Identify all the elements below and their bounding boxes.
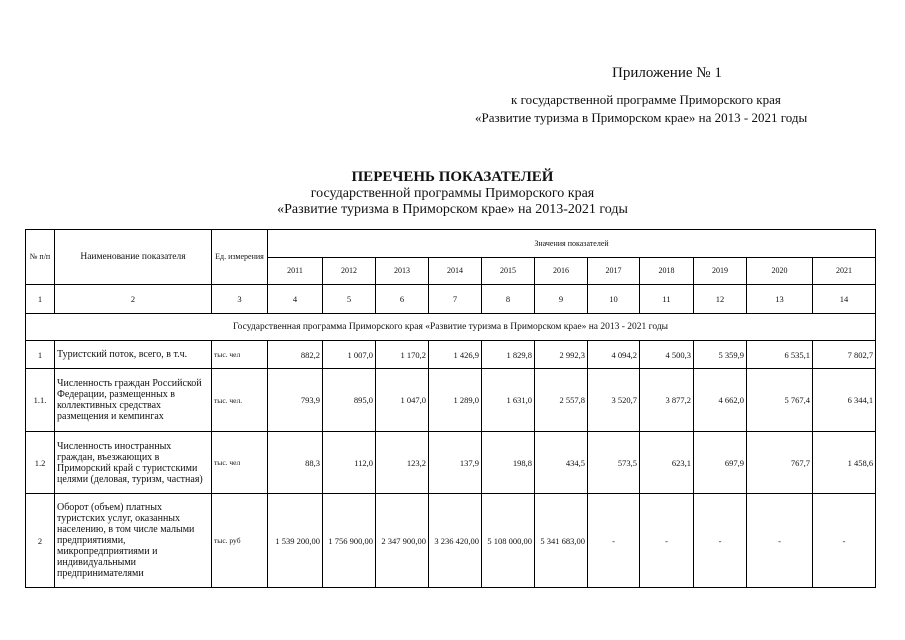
year-header: 2011 <box>268 258 323 285</box>
column-index-row <box>26 285 876 314</box>
year-header: 2013 <box>376 258 429 285</box>
row-indicator-name: Туристский поток, всего, в т.ч. <box>55 341 212 369</box>
row-indicator-name: Численность граждан Российской Федерации, размещенных в коллективных средствах размещения и кемпингах <box>55 369 212 432</box>
year-header: 2019 <box>694 258 747 285</box>
row-value: 793,9 <box>268 369 323 432</box>
row-value: 7 802,7 <box>813 341 876 369</box>
table-row <box>26 494 876 588</box>
row-value: 5 341 683,00 <box>535 494 588 588</box>
row-number: 1.1. <box>26 369 55 432</box>
row-value: 882,2 <box>268 341 323 369</box>
heading-title: ПЕРЕЧЕНЬ ПОКАЗАТЕЛЕЙ <box>351 169 554 185</box>
row-value: 198,8 <box>482 432 535 494</box>
column-index: 4 <box>268 285 323 314</box>
row-value: 3 520,7 <box>588 369 640 432</box>
row-unit: тыс. чел <box>212 341 268 369</box>
row-value: 1 170,2 <box>376 341 429 369</box>
row-value: 767,7 <box>747 432 813 494</box>
header-indicator-name: Наименование показателя <box>55 230 212 285</box>
column-index: 1 <box>26 285 55 314</box>
row-value: 2 992,3 <box>535 341 588 369</box>
row-value: - <box>640 494 694 588</box>
year-header: 2014 <box>429 258 482 285</box>
column-index: 10 <box>588 285 640 314</box>
year-header: 2020 <box>747 258 813 285</box>
row-indicator-name: Численность иностранных граждан, въезжающих в Приморский край с туристскими целями (деловая, туризм, частная) <box>55 432 212 494</box>
row-value: 137,9 <box>429 432 482 494</box>
row-number: 1.2 <box>26 432 55 494</box>
row-value: 6 535,1 <box>747 341 813 369</box>
row-value: 4 500,3 <box>640 341 694 369</box>
row-number: 1 <box>26 341 55 369</box>
row-value: 123,2 <box>376 432 429 494</box>
column-index: 5 <box>323 285 376 314</box>
indicators-table <box>25 229 876 588</box>
table-row <box>26 369 876 432</box>
row-value: 2 557,8 <box>535 369 588 432</box>
row-unit: тыс. чел <box>212 432 268 494</box>
column-index: 7 <box>429 285 482 314</box>
header-number: № п/п <box>26 230 55 285</box>
header-values: Значения показателей <box>268 230 876 258</box>
row-value: 6 344,1 <box>813 369 876 432</box>
document-heading <box>0 169 905 218</box>
header-unit: Ед. измерения <box>212 230 268 285</box>
year-header: 2015 <box>482 258 535 285</box>
row-indicator-name: Оборот (объем) платных туристских услуг, оказанных населению, в том числе малыми предприятиями, микропредприятиями и индивидуальными предпринимателями <box>55 494 212 588</box>
column-index: 2 <box>55 285 212 314</box>
row-value: - <box>694 494 747 588</box>
row-number: 2 <box>26 494 55 588</box>
year-header: 2016 <box>535 258 588 285</box>
row-value: 1 829,8 <box>482 341 535 369</box>
appendix-title: Приложение № 1 <box>612 65 722 81</box>
year-header: 2017 <box>588 258 640 285</box>
row-value: 1 631,0 <box>482 369 535 432</box>
row-value: 1 289,0 <box>429 369 482 432</box>
row-value: 1 007,0 <box>323 341 376 369</box>
row-value: 1 539 200,00 <box>268 494 323 588</box>
row-unit: тыс. руб <box>212 494 268 588</box>
year-header: 2018 <box>640 258 694 285</box>
row-value: 1 426,9 <box>429 341 482 369</box>
table-row <box>26 341 876 369</box>
row-value: 697,9 <box>694 432 747 494</box>
column-index: 12 <box>694 285 747 314</box>
column-index: 13 <box>747 285 813 314</box>
column-index: 14 <box>813 285 876 314</box>
row-value: 5 767,4 <box>747 369 813 432</box>
row-value: 3 236 420,00 <box>429 494 482 588</box>
section-row: Государственная программа Приморского края «Развитие туризма в Приморском крае» на 2013 - 2021 годы <box>26 314 876 341</box>
column-index: 8 <box>482 285 535 314</box>
row-value: - <box>747 494 813 588</box>
appendix-line-2: «Развитие туризма в Приморском крае» на 2013 - 2021 годы <box>475 110 808 125</box>
year-header: 2021 <box>813 258 876 285</box>
column-index: 9 <box>535 285 588 314</box>
row-value: 5 108 000,00 <box>482 494 535 588</box>
row-value: 623,1 <box>640 432 694 494</box>
year-header: 2012 <box>323 258 376 285</box>
row-value: 434,5 <box>535 432 588 494</box>
appendix-line-1: к государственной программе Приморского края <box>511 92 781 107</box>
row-value: - <box>813 494 876 588</box>
row-value: 1 458,6 <box>813 432 876 494</box>
row-value: 112,0 <box>323 432 376 494</box>
heading-line-2: «Развитие туризма в Приморском крае» на 2013-2021 годы <box>277 202 628 217</box>
row-value: 2 347 900,00 <box>376 494 429 588</box>
row-value: 3 877,2 <box>640 369 694 432</box>
row-unit: тыс. чел. <box>212 369 268 432</box>
column-index: 11 <box>640 285 694 314</box>
data-rows <box>26 341 876 588</box>
row-value: 1 047,0 <box>376 369 429 432</box>
row-value: 895,0 <box>323 369 376 432</box>
heading-line-1: государственной программы Приморского края <box>310 186 595 201</box>
row-value: 88,3 <box>268 432 323 494</box>
row-value: 573,5 <box>588 432 640 494</box>
row-value: 1 756 900,00 <box>323 494 376 588</box>
column-index: 6 <box>376 285 429 314</box>
row-value: 4 662,0 <box>694 369 747 432</box>
table-row <box>26 432 876 494</box>
column-index: 3 <box>212 285 268 314</box>
row-value: 4 094,2 <box>588 341 640 369</box>
row-value: 5 359,9 <box>694 341 747 369</box>
row-value: - <box>588 494 640 588</box>
